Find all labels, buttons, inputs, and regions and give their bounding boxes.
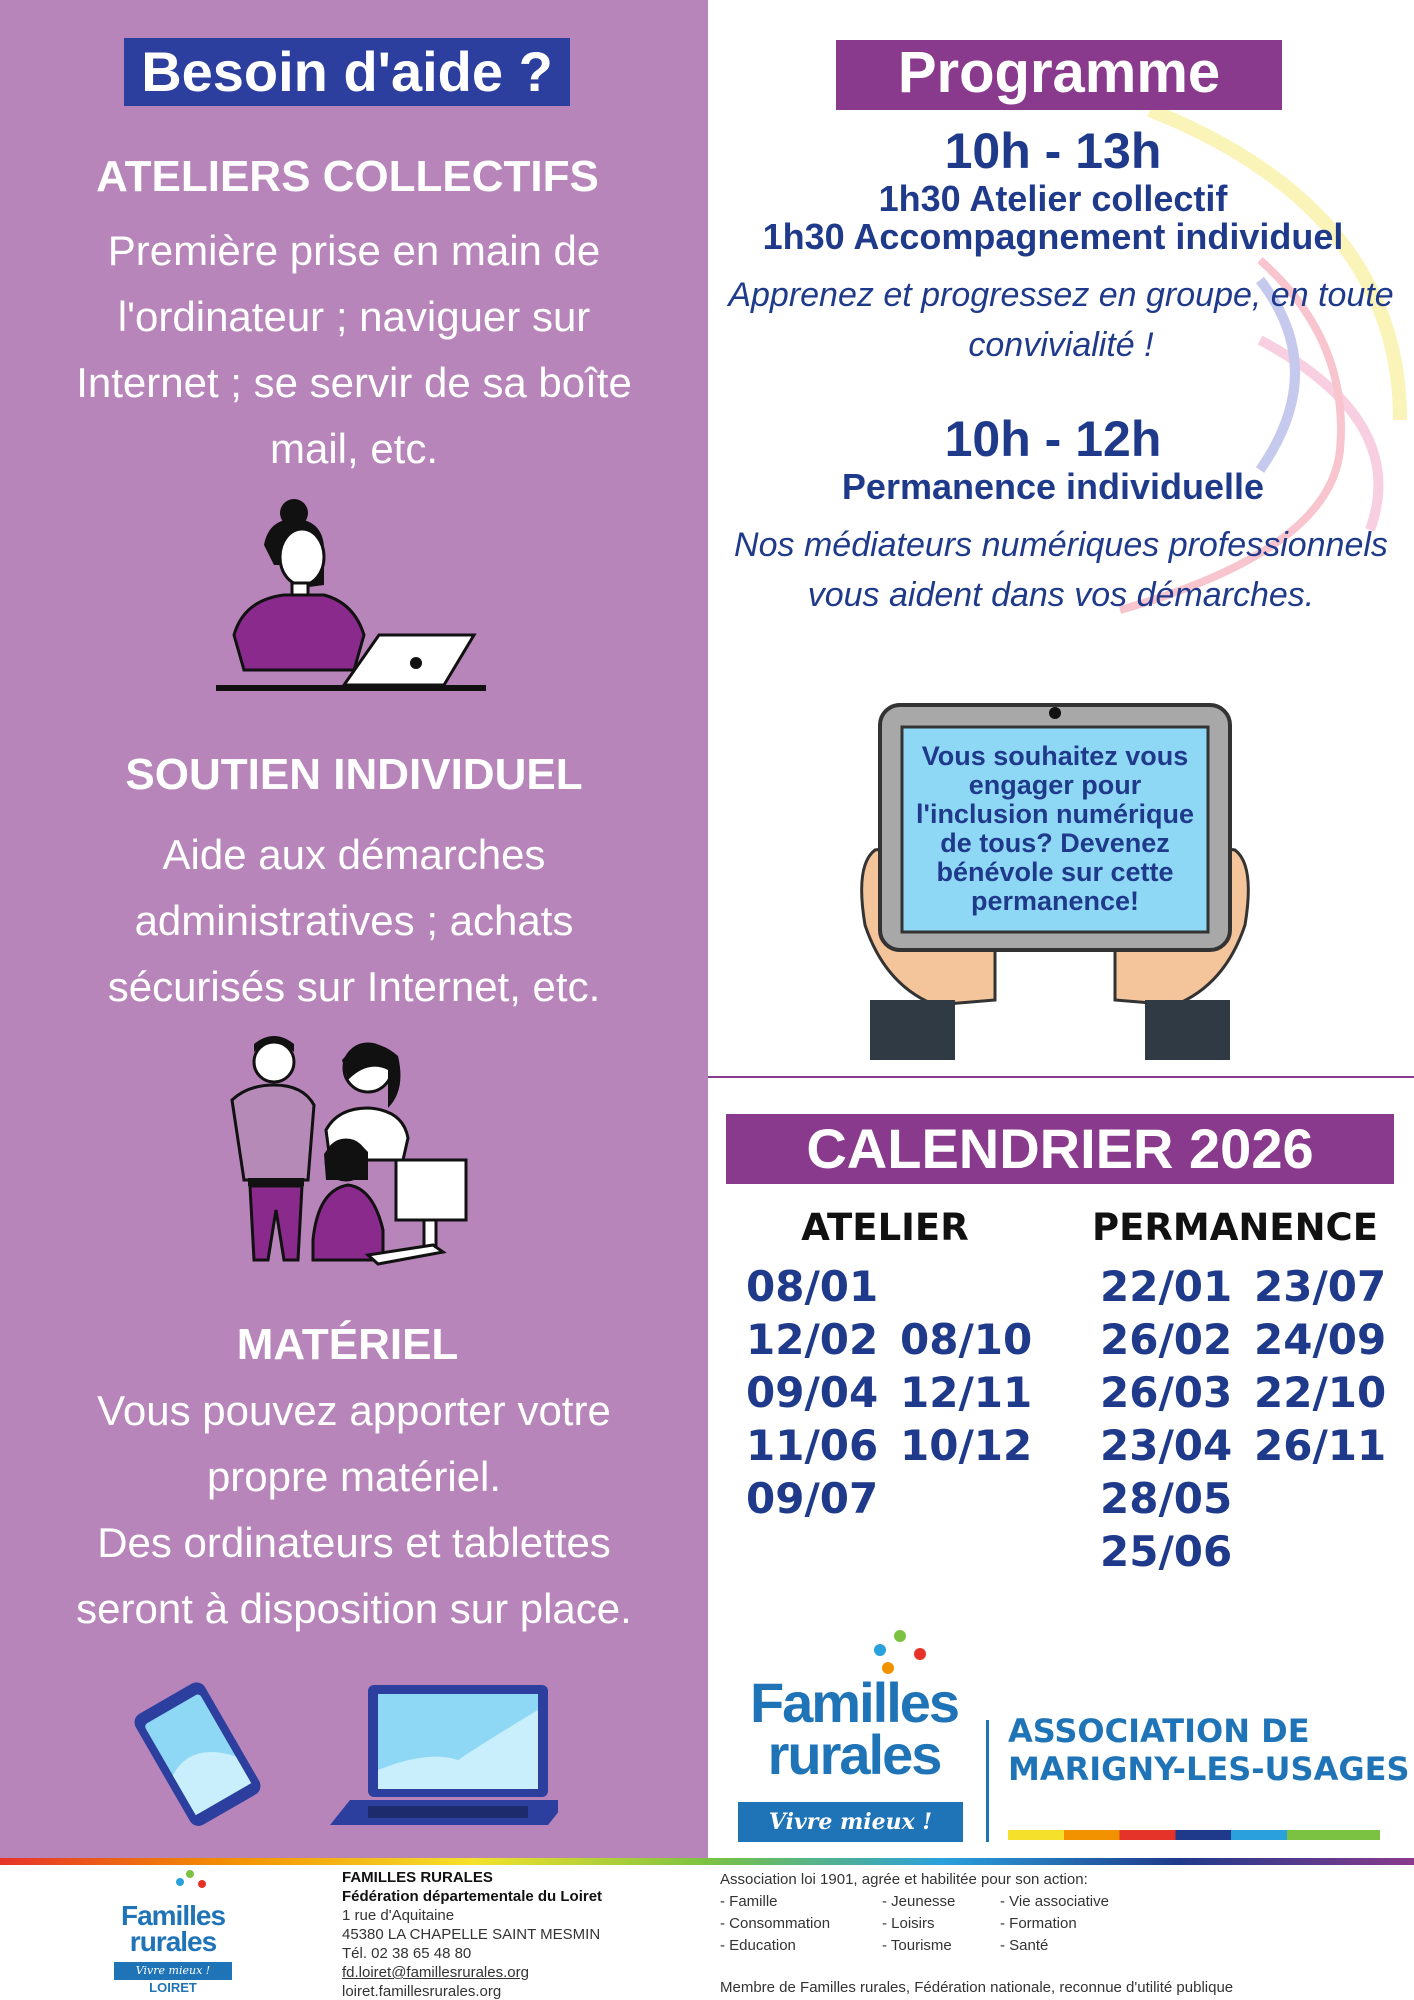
date-item: 28/05: [1100, 1474, 1233, 1523]
section-body-materiel: [0, 1378, 708, 1642]
body-line: propre matériel.: [206, 1453, 502, 1500]
date-item: 26/11: [1254, 1421, 1387, 1470]
body-line: seront à disposition sur place.: [76, 1585, 632, 1632]
footer-phone: Tél. 02 38 65 48 80: [342, 1945, 472, 1962]
section-title-ateliers: ATELIERS COLLECTIFS: [96, 152, 599, 201]
tablet-line: engager pour: [968, 770, 1142, 800]
section-divider: [708, 1076, 1414, 1078]
date-item: 26/02: [1100, 1315, 1233, 1364]
date-item: 26/03: [1100, 1368, 1233, 1417]
date-item: 12/11: [900, 1368, 1033, 1417]
body-line: mail, etc.: [269, 425, 439, 472]
footer-assoc-intro: Association loi 1901, agrée et habilitée pour son action:: [720, 1871, 1088, 1888]
body-line: Première prise en main de: [107, 227, 601, 274]
programme-header-text: Programme: [897, 40, 1221, 105]
date-item: 08/10: [900, 1315, 1033, 1364]
calendar-header: [726, 1114, 1394, 1184]
note-line: Apprenez et progressez en groupe, en toute: [728, 276, 1394, 314]
date-item: 11/06: [746, 1421, 879, 1470]
logo-word-2: rurales: [767, 1723, 941, 1786]
assoc-line: MARIGNY-LES-USAGES: [1008, 1750, 1410, 1788]
footer-stripe: [0, 1858, 1414, 1865]
body-line: l'ordinateur ; naviguer sur: [117, 293, 591, 340]
tablet-message: [902, 742, 1208, 916]
woman-laptop-illustration: [214, 495, 494, 705]
footer-address-line: 1 rue d'Aquitaine: [342, 1907, 455, 1924]
logo-separator: [986, 1720, 989, 1842]
logo-word-1: Familles: [749, 1671, 959, 1734]
date-item: 22/10: [1254, 1368, 1387, 1417]
footer-address-line: 45380 LA CHAPELLE SAINT MESMIN: [342, 1926, 601, 1943]
date-item: 23/04: [1100, 1421, 1233, 1470]
note-line: vous aident dans vos démarches.: [807, 576, 1315, 614]
slot1-time: 10h - 13h: [944, 123, 1162, 179]
slot2-line1: Permanence individuelle: [841, 466, 1265, 507]
section-title-materiel: MATÉRIEL: [236, 1320, 459, 1369]
date-item: 09/04: [746, 1368, 879, 1417]
footer-actions-col1: [720, 1891, 880, 1957]
section-body-ateliers: [0, 218, 708, 482]
permanence-column-title: PERMANENCE: [1092, 1206, 1378, 1249]
action-item: - Loisirs: [882, 1915, 935, 1932]
date-item: 25/06: [1100, 1527, 1233, 1576]
association-name: [1008, 1712, 1410, 1788]
footer-logo-tagline: Vivre mieux !: [114, 1962, 232, 1980]
slot2-note: [708, 520, 1414, 620]
section-title-soutien: SOUTIEN INDIVIDUEL: [125, 750, 583, 799]
familles-rurales-logo: [738, 1630, 970, 1845]
calendar-header-text: CALENDRIER 2026: [806, 1117, 1314, 1180]
body-line: Internet ; se servir de sa boîte: [76, 359, 632, 406]
footer-logo: [108, 1870, 238, 1995]
footer-logo-word-2: rurales: [129, 1926, 217, 1957]
note-line: convivialité !: [968, 326, 1154, 364]
action-item: - Famille: [720, 1893, 778, 1910]
slot1-line2: 1h30 Accompagnement individuel: [762, 216, 1344, 257]
footer-member-note: Membre de Familles rurales, Fédération nationale, reconnue d'utilité publique: [720, 1979, 1234, 1996]
date-item: 12/02: [746, 1315, 879, 1364]
slot2-time: 10h - 12h: [944, 411, 1162, 467]
date-item: 09/07: [746, 1474, 879, 1523]
date-item: 10/12: [900, 1421, 1033, 1470]
footer-email-link[interactable]: fd.loiret@famillesrurales.org: [342, 1964, 529, 1981]
body-line: Vous pouvez apporter votre: [97, 1387, 611, 1434]
action-item: - Santé: [1000, 1937, 1049, 1954]
action-item: - Formation: [1000, 1915, 1077, 1932]
slot1-note: [708, 270, 1414, 370]
atelier-column-title: ATELIER: [801, 1206, 969, 1249]
footer-actions-col2: [882, 1891, 1002, 1957]
body-line: Des ordinateurs et tablettes: [97, 1519, 611, 1566]
tablet-line: de tous? Devenez: [940, 828, 1170, 858]
tablet-line: permanence!: [970, 886, 1140, 916]
people-computer-illustration: [218, 1030, 478, 1285]
tablet-line: l'inclusion numérique: [916, 799, 1194, 829]
assoc-line: ASSOCIATION DE: [1008, 1712, 1310, 1750]
body-line: administratives ; achats: [134, 897, 574, 944]
body-line: sécurisés sur Internet, etc.: [107, 963, 601, 1010]
action-item: - Education: [720, 1937, 796, 1954]
action-item: - Vie associative: [1000, 1893, 1109, 1910]
footer-address: [342, 1868, 692, 2000]
action-item: - Tourisme: [882, 1937, 952, 1954]
colored-stripe-small: [1008, 1830, 1380, 1840]
tablet-line: Vous souhaitez vous: [921, 741, 1189, 771]
footer-actions-col3: [1000, 1891, 1200, 1957]
slot1-line1: 1h30 Atelier collectif: [878, 178, 1228, 219]
action-item: - Jeunesse: [882, 1893, 956, 1910]
help-header: [124, 38, 570, 106]
footer-website-link[interactable]: loiret.famillesrurales.org: [342, 1983, 502, 2000]
phone-laptop-illustration: [128, 1680, 558, 1830]
footer-logo-region: LOIRET: [149, 1980, 197, 1995]
footer-org-sub: Fédération départementale du Loiret: [342, 1888, 603, 1905]
date-item: 24/09: [1254, 1315, 1387, 1364]
help-header-text: Besoin d'aide ?: [141, 40, 553, 103]
footer-org-name: FAMILLES RURALES: [342, 1869, 493, 1886]
footer-logo-word-1: Familles: [120, 1900, 226, 1931]
date-item: 23/07: [1254, 1262, 1387, 1311]
note-line: Nos médiateurs numériques professionnels: [734, 526, 1388, 564]
date-item: 22/01: [1100, 1262, 1233, 1311]
action-item: - Consommation: [720, 1915, 831, 1932]
programme-header: [836, 40, 1282, 110]
tablet-line: bénévole sur cette: [936, 857, 1174, 887]
logo-tagline: Vivre mieux !: [738, 1802, 963, 1842]
section-body-soutien: [0, 822, 708, 1020]
body-line: Aide aux démarches: [162, 831, 546, 878]
date-item: 08/01: [746, 1262, 879, 1311]
